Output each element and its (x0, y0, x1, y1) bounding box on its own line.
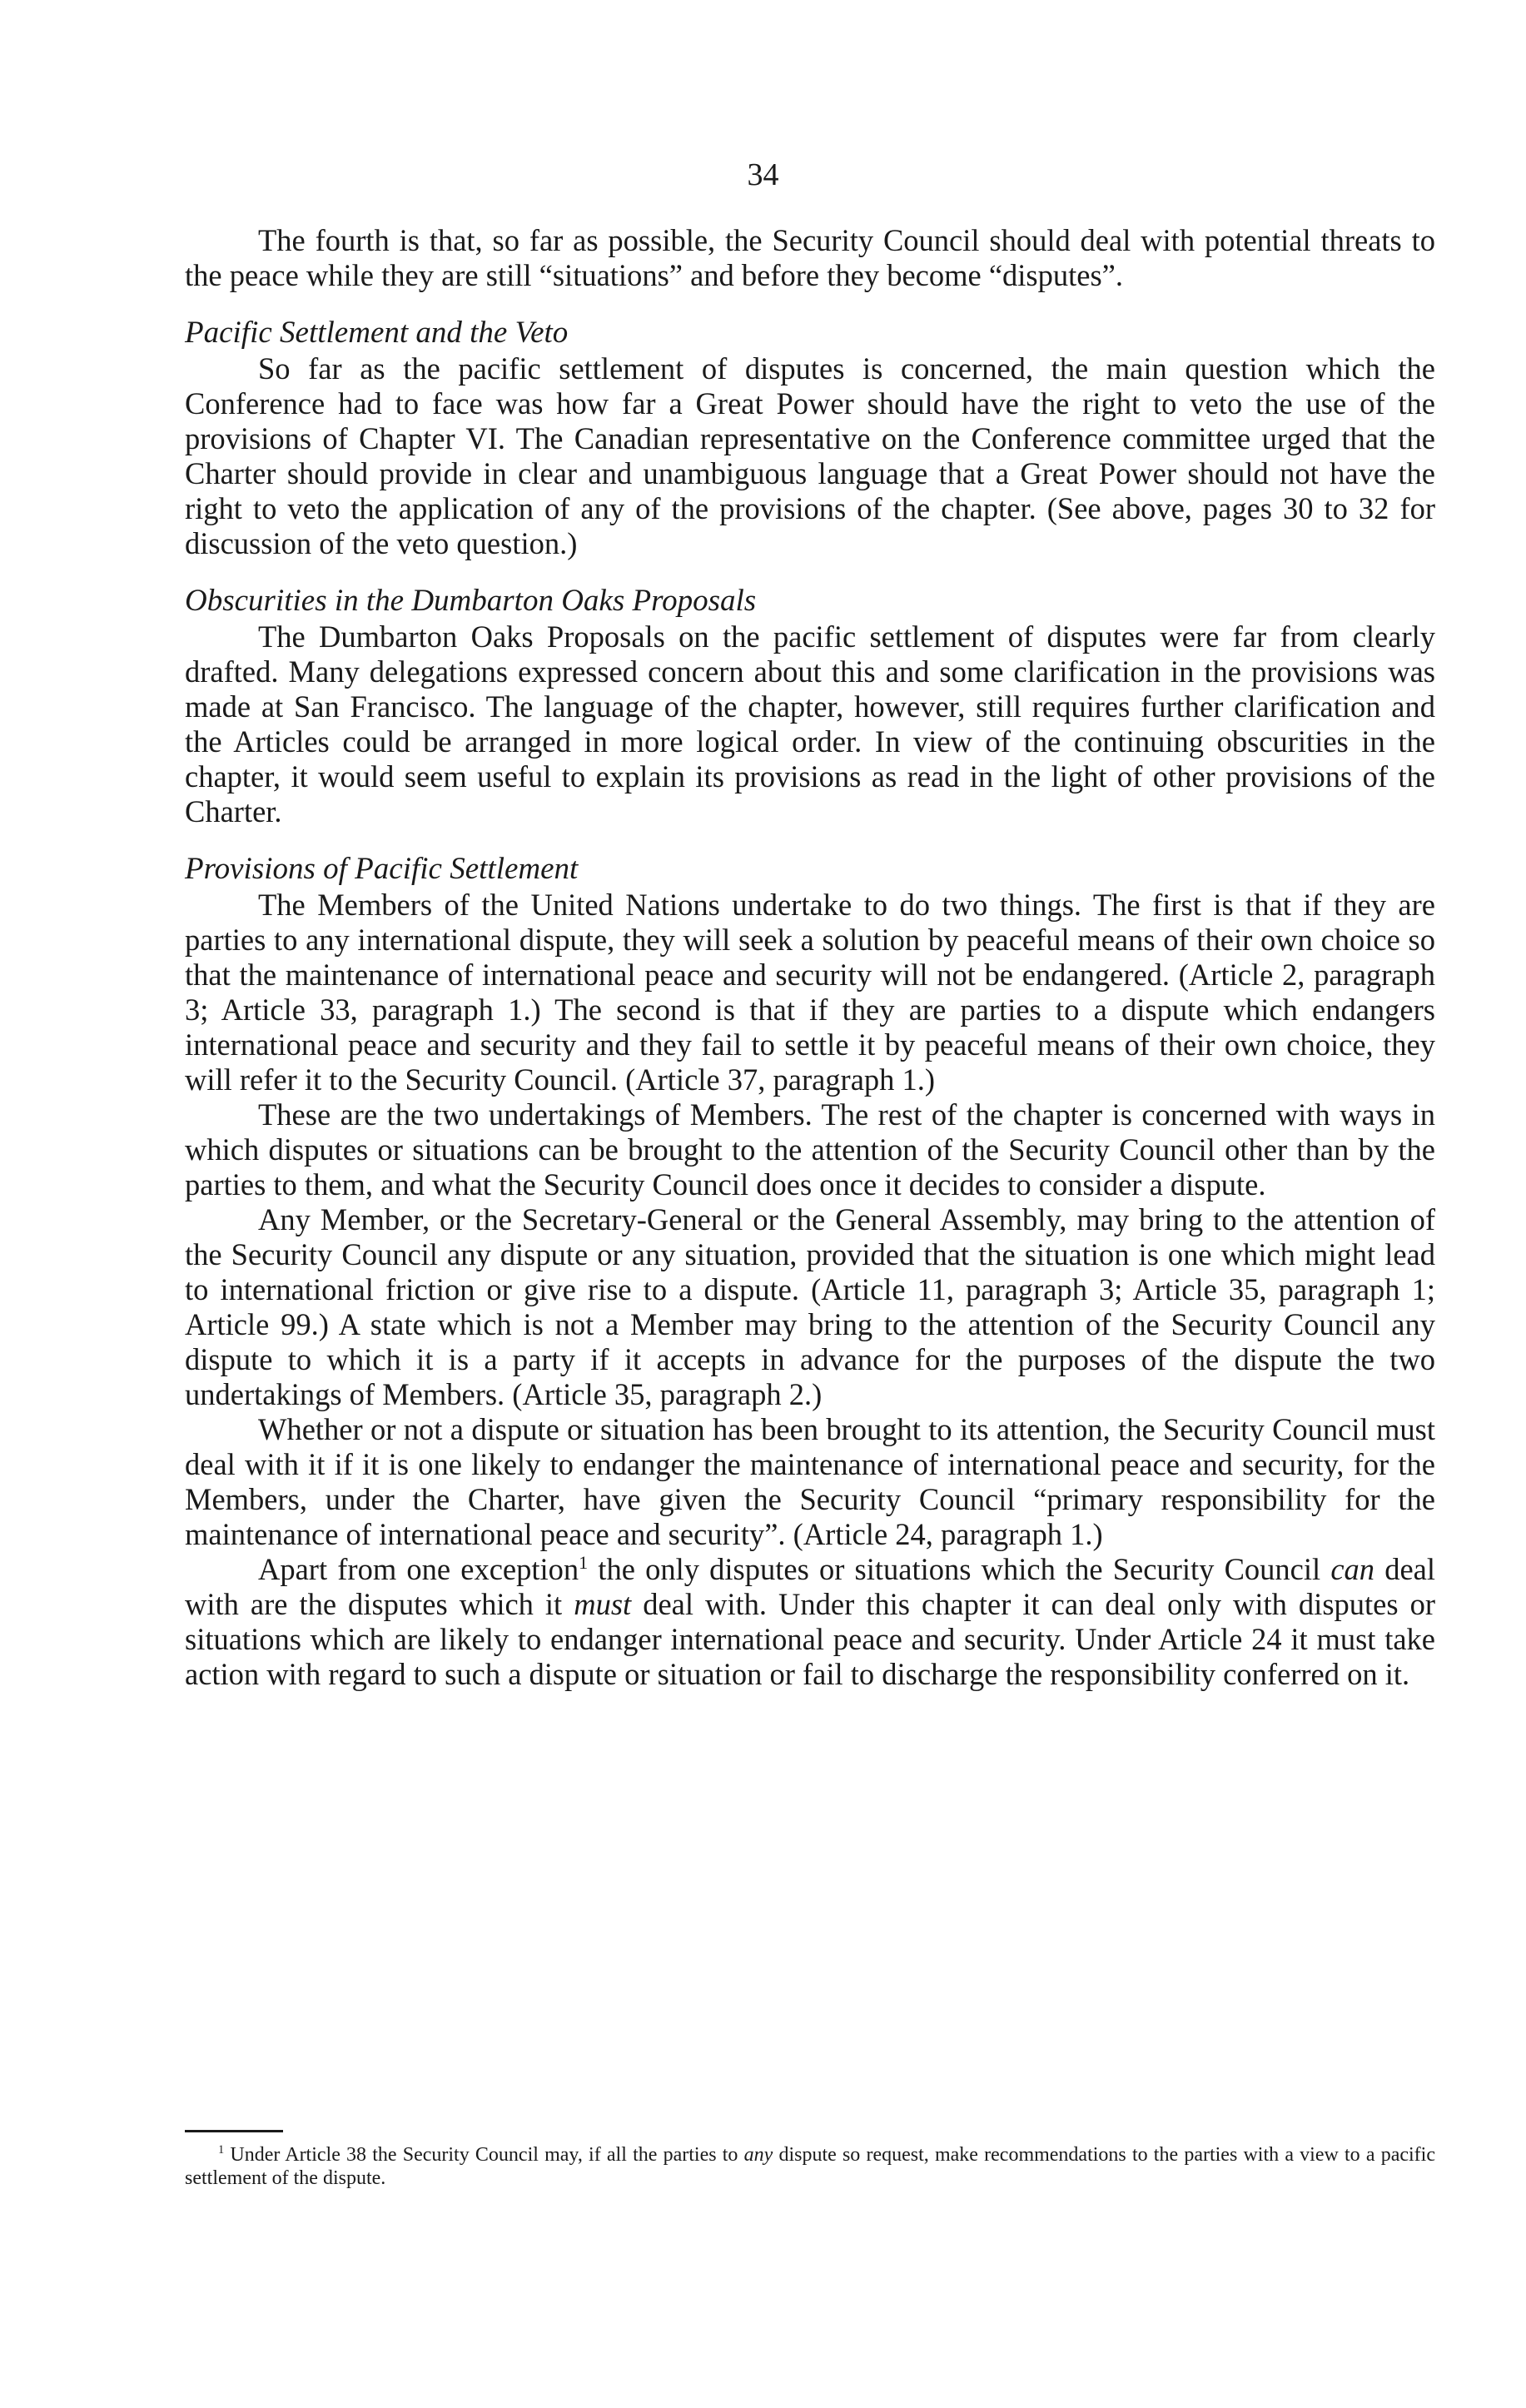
footnote-marker: 1 (579, 1551, 589, 1573)
paragraph: The Members of the United Nations undertake to do two things. The first is that if they are parties to any international dispute, they will seek a solution by peaceful means of their own choice so that the maintenance of international peace and security will not be endangered. (Article 2, paragraph 3; Article 33, paragraph 1.) The second is that if they are parties to a dispute which endangers international peace and security and they fail to settle it by peaceful means of their own choice, they will refer it to the Security Council. (Article 37, paragraph 1.) (185, 888, 1435, 1097)
paragraph: The fourth is that, so far as possible, the Security Council should deal with potential threats to the peace while they are still “situations” and before they become “disputes”. (185, 223, 1435, 292)
footnote-number: 1 (218, 2143, 225, 2157)
paragraph: So far as the pacific settlement of disputes is concerned, the main question which the Conference had to face was how far a Great Power should have the right to veto the use of the provisions of Chapter VI. The Canadian representative on the Conference committee urged that the Charter should provide in clear and unambiguous language that a Great Power should not have the right to veto the application of any of the provisions of the chapter. (See above, pages 30 to 32 for discussion of the veto question.) (185, 351, 1435, 560)
paragraph: Any Member, or the Secretary-General or the General Assembly, may bring to the attention of the Security Council any dispute or any situation, provided that the situation is one which might lead to international friction or give rise to a dispute. (Article 11, paragraph 3; Article 35, paragraph 1; Article 99.) A state which is not a Member may bring to the attention of the Security Council any dispute to which it is a party if it accepts in advance for the purposes of the dispute the two undertakings of Members. (Article 35, paragraph 2.) (185, 1202, 1435, 1411)
section-heading: Pacific Settlement and the Veto (185, 316, 569, 350)
paragraph-final (185, 1552, 1435, 1692)
footnote-rule (185, 2130, 283, 2132)
section-heading: Provisions of Pacific Settlement (185, 852, 579, 886)
emphasis-can: can (1330, 1552, 1375, 1586)
text-run: deal with. Under this chapter it can deal only with disputes or situations which are likely to endanger international peace and security. Under Article 24 it must take action with regard to such a dispute or situation or fail to discharge the responsibility conferred on it. (185, 1587, 1435, 1691)
paragraph: The Dumbarton Oaks Proposals on the pacific settlement of disputes were far from clearly drafted. Many delegations expressed concern about this and some clarification in the provisions was made at San Francisco. The language of the chapter, however, still requires further clarification and the Articles could be arranged in more logical order. In view of the continuing obscurities in the chapter, it would seem useful to explain its provisions as read in the light of other provisions of the Charter. (185, 619, 1435, 828)
paragraph: Whether or not a dispute or situation has been brought to its attention, the Security Council must deal with it if it is one likely to endanger the maintenance of international peace and security, for the Members, under the Charter, have given the Security Council “primary responsibility for the maintenance of international peace and security”. (Article 24, paragraph 1.) (185, 1412, 1435, 1551)
footnote (185, 2143, 1435, 2190)
page-body (185, 223, 1435, 1692)
text-run: Under Article 38 the Security Council may, if all the parties to (224, 2144, 744, 2166)
section-heading: Obscurities in the Dumbarton Oaks Proposals (185, 584, 757, 618)
text-run: Apart from one exception (258, 1552, 579, 1586)
text-run: deal with are the disputes which it (185, 1552, 1435, 1621)
text-run: dispute so request, make recommendations to the parties with a view to a pacific settlement of the dispute. (185, 2144, 1435, 2189)
body-blocks (185, 223, 1435, 1552)
emphasis-any: any (743, 2144, 773, 2166)
text-run: the only disputes or situations which the Security Council (588, 1552, 1331, 1586)
paragraph: These are the two undertakings of Members. The rest of the chapter is concerned with ways in which disputes or situations can be brought to the attention of the Security Council other than by the parties to them, and what the Security Council does once it decides to consider a dispute. (185, 1097, 1435, 1202)
page-number: 34 (747, 157, 779, 192)
emphasis-must: must (574, 1587, 632, 1621)
